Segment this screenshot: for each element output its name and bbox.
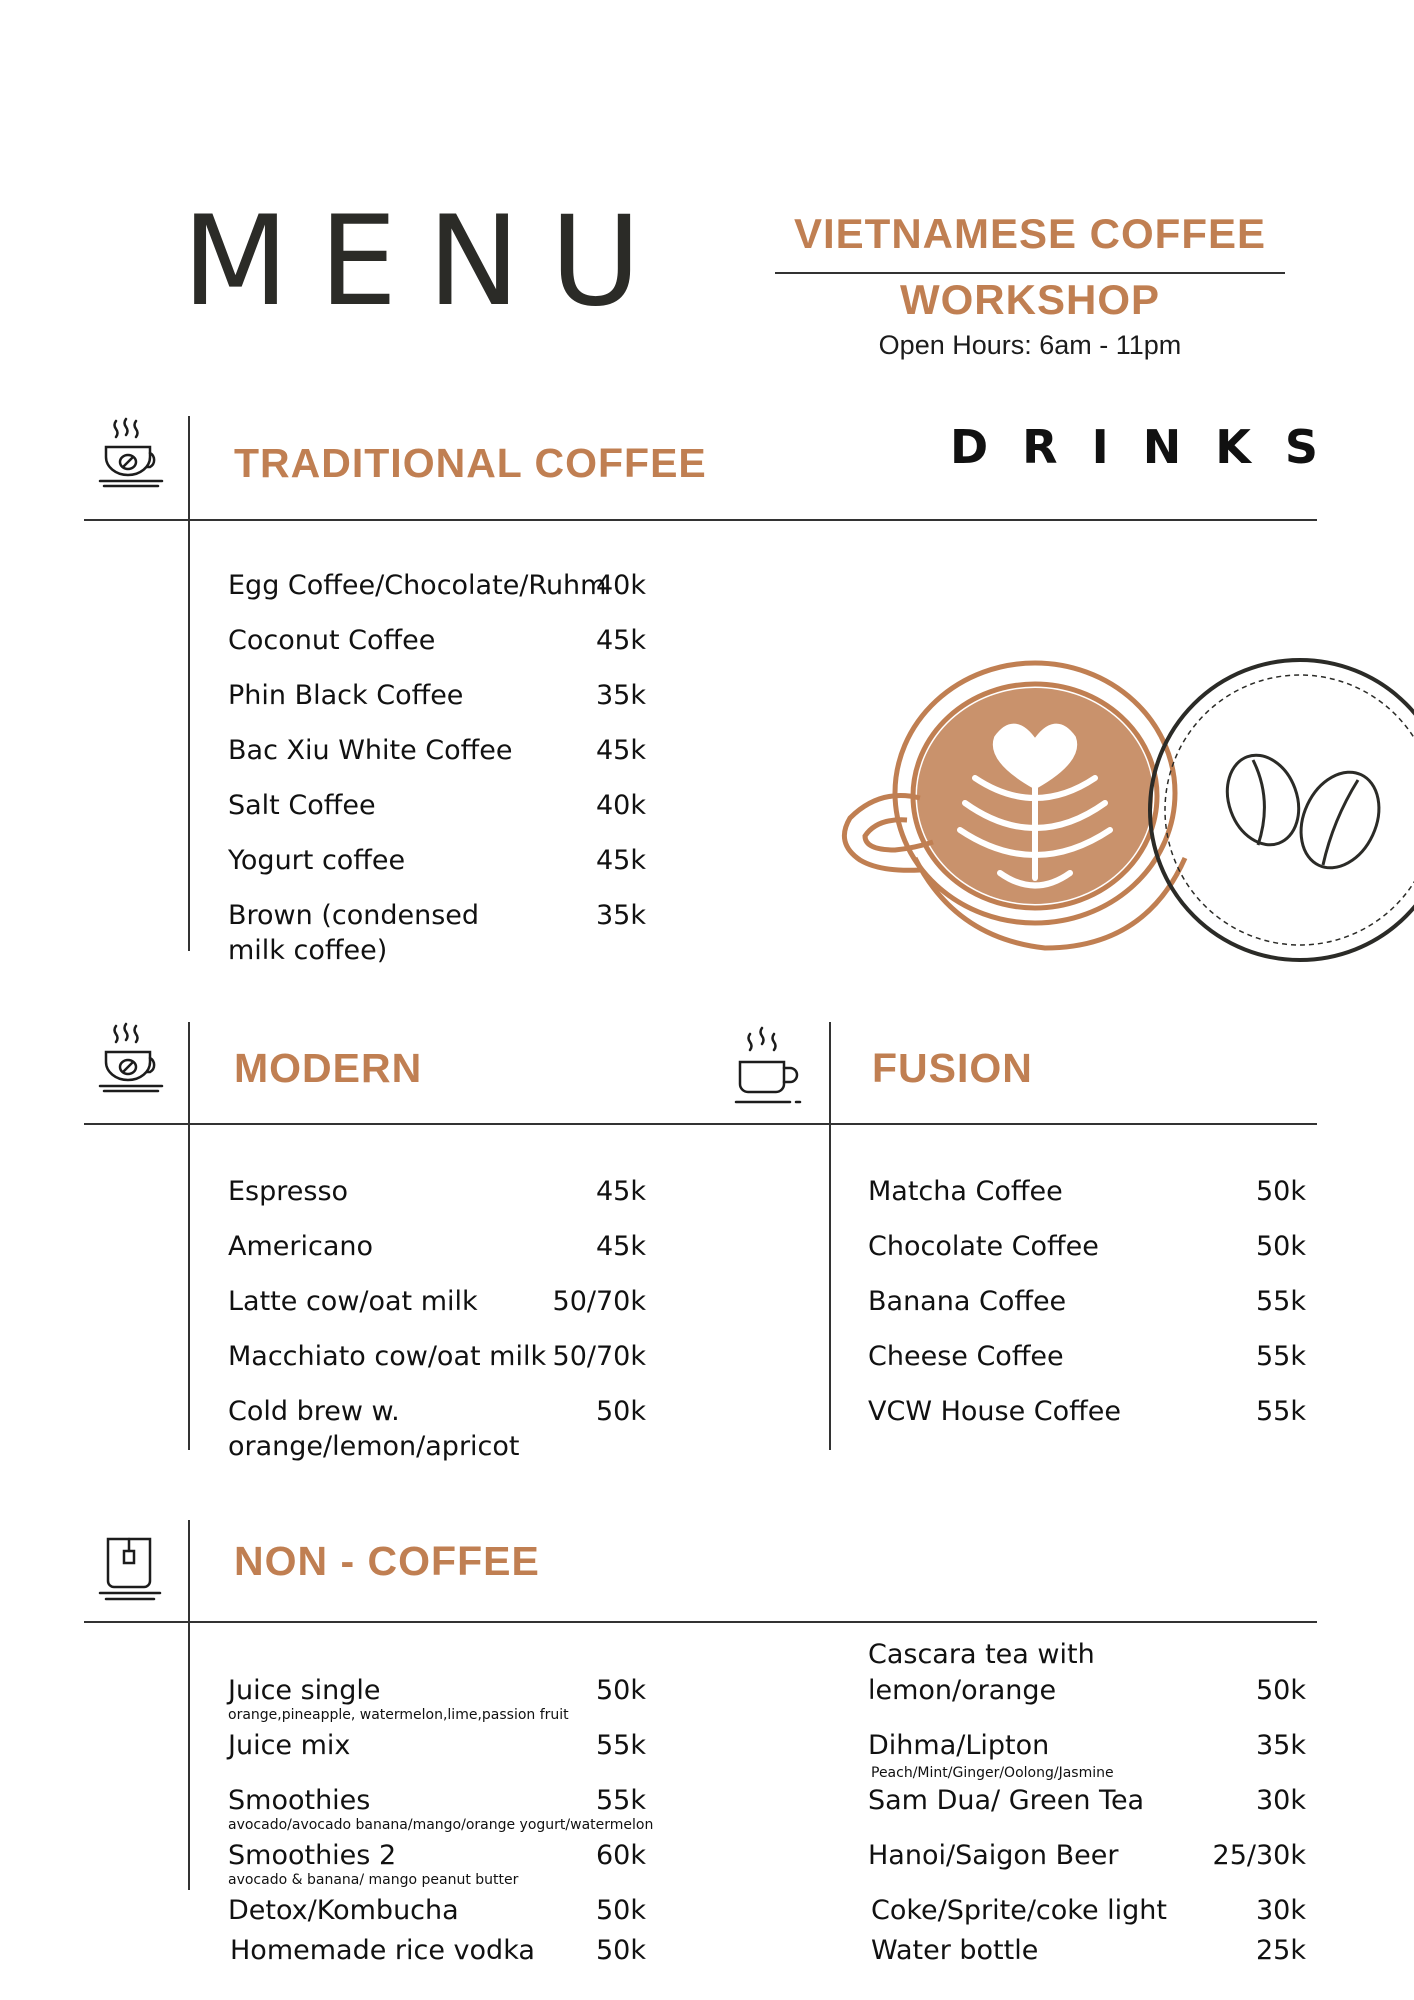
menu-item: Phin Black Coffee [228,680,464,711]
coffee-cup-icon [98,415,168,495]
menu-item-continued: milk coffee) [228,935,388,966]
menu-item-price: 25/30k [1212,1840,1306,1871]
menu-item-price: 45k [596,1176,646,1207]
menu-item-price: 35k [596,680,646,711]
section-vertical-divider [188,1520,190,1890]
section-divider [84,1621,1317,1623]
menu-item-continued: orange/lemon/apricot [228,1431,520,1462]
menu-item-note: Peach/Mint/Ginger/Oolong/Jasmine [871,1765,1114,1781]
menu-item: Smoothies [228,1785,371,1816]
brand-divider [775,272,1285,274]
menu-item: Juice single [228,1675,381,1706]
menu-item: Banana Coffee [868,1286,1067,1317]
menu-item-price: 50k [1256,1675,1306,1706]
menu-item: Espresso [228,1176,349,1207]
menu-item-note: avocado & banana/ mango peanut butter [228,1872,519,1888]
menu-item: Hanoi/Saigon Beer [868,1840,1119,1871]
menu-item: Homemade rice vodka [230,1935,535,1966]
non-coffee-title: NON - COFFEE [234,1538,540,1584]
menu-item: Latte cow/oat milk [228,1286,478,1317]
menu-item-price: 40k [596,570,646,601]
menu-item-price: 60k [596,1840,646,1871]
menu-item: Sam Dua/ Green Tea [868,1785,1145,1816]
menu-item-price: 50k [596,1935,646,1966]
menu-item: Macchiato cow/oat milk [228,1341,547,1372]
menu-item-price: 55k [1256,1341,1306,1372]
menu-item-price: 45k [596,625,646,656]
drinks-heading: DRINKS [950,420,1352,474]
menu-item: Yogurt coffee [228,845,406,876]
section-vertical-divider [829,1022,831,1450]
menu-item-price: 55k [1256,1396,1306,1427]
menu-item-note: orange,pineapple, watermelon,lime,passion fruit [228,1707,569,1723]
menu-item-price: 50k [596,1895,646,1926]
section-divider [84,519,1317,521]
menu-item: VCW House Coffee [868,1396,1121,1427]
menu-item: Water bottle [871,1935,1039,1966]
menu-item: Bac Xiu White Coffee [228,735,513,766]
modern-title: MODERN [234,1045,423,1091]
menu-item-continued: lemon/orange [868,1675,1057,1706]
menu-item-price: 50/70k [552,1286,646,1317]
menu-item-price: 55k [1256,1286,1306,1317]
brand-name-line2: WORKSHOP [900,276,1160,323]
coffee-beans-plate-illustration [1148,655,1414,965]
section-vertical-divider [188,416,190,951]
section-divider [84,1123,1317,1125]
menu-item: Brown (condensed [228,900,480,931]
menu-item-price: 25k [1256,1935,1306,1966]
menu-item-price: 50k [1256,1176,1306,1207]
menu-item: Cascara tea with [868,1639,1095,1670]
menu-item: Detox/Kombucha [228,1895,459,1926]
menu-item-price: 50k [596,1396,646,1427]
menu-item-price: 35k [1256,1730,1306,1761]
menu-item-price: 45k [596,1231,646,1262]
menu-item-price: 30k [1256,1785,1306,1816]
menu-item-price: 50k [1256,1231,1306,1262]
menu-item: Matcha Coffee [868,1176,1063,1207]
fusion-title: FUSION [872,1045,1033,1091]
menu-item-price: 40k [596,790,646,821]
menu-item: Chocolate Coffee [868,1231,1099,1262]
menu-item-price: 35k [596,900,646,931]
menu-item-price: 50k [596,1675,646,1706]
menu-item: Coke/Sprite/coke light [871,1895,1167,1926]
menu-item-price: 45k [596,845,646,876]
menu-item: Dihma/Lipton [868,1730,1050,1761]
open-hours: Open Hours: 6am - 11pm [878,330,1182,360]
section-vertical-divider [188,1022,190,1450]
menu-item-note: avocado/avocado banana/mango/orange yogurt/watermelon [228,1817,654,1833]
menu-item-price: 55k [596,1730,646,1761]
menu-item: Cheese Coffee [868,1341,1064,1372]
coffee-cup-icon [98,1020,168,1100]
menu-item-price: 30k [1256,1895,1306,1926]
menu-item: Coconut Coffee [228,625,436,656]
teabag-mug-icon [98,1535,164,1605]
menu-item-price: 55k [596,1785,646,1816]
menu-item: Juice mix [228,1730,351,1761]
menu-item: Americano [228,1231,374,1262]
traditional-coffee-title: TRADITIONAL COFFEE [234,440,707,486]
tea-cup-icon [734,1024,810,1106]
brand-name-line1: VIETNAMESE COFFEE [793,210,1267,257]
menu-item-price: 45k [596,735,646,766]
menu-item: Cold brew w. [228,1396,400,1427]
menu-title: MENU [182,190,671,334]
menu-item: Salt Coffee [228,790,376,821]
menu-item: Smoothies 2 [228,1840,397,1871]
menu-item: Egg Coffee/Chocolate/Ruhm [228,570,607,601]
menu-item-price: 50/70k [552,1341,646,1372]
